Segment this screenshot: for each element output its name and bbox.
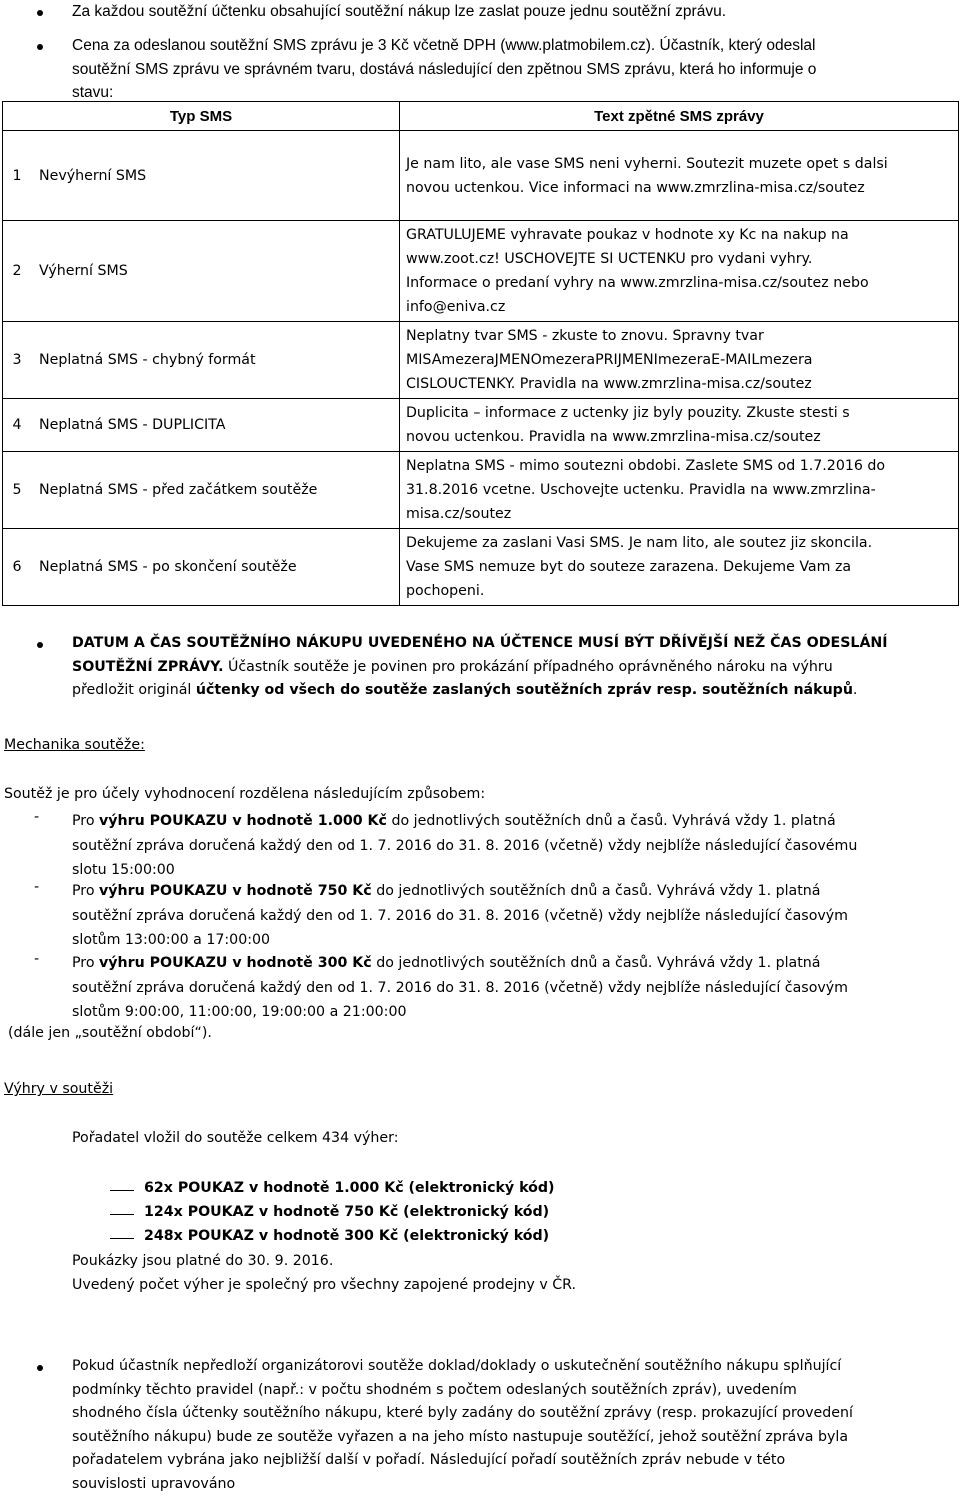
row-sms-type: Neplatná SMS - před začátkem soutěže: [31, 452, 400, 529]
row-sms-text: [400, 131, 959, 221]
row-sms-text: [400, 399, 959, 452]
prize-item: 124x POUKAZ v hodnotě 750 Kč (elektronický kód): [144, 1204, 549, 1220]
dash-marker: [110, 1190, 134, 1191]
bullet-icon: [37, 10, 43, 16]
row-sms-text: [400, 221, 959, 322]
text-line: Dekujeme za zaslani Vasi SMS. Je nam lito, ale soutez jiz skoncila.: [406, 531, 954, 555]
row-sms-type: Výherní SMS: [31, 221, 400, 322]
datum-bold-line: DATUM A ČAS SOUTĚŽNÍHO NÁKUPU UVEDENÉHO NA ÚČTENCE MUSÍ BÝT DŘÍVĚJŠÍ NEŽ ČAS ODESLÁNÍ: [72, 635, 888, 651]
text-line: Je nam lito, ale vase SMS neni vyherni. Soutezit muzete opet s dalsi: [406, 152, 954, 176]
datum-bold-text: účtenky od všech do soutěže zaslaných soutěžních zpráv resp. soutěžních nákupů: [196, 682, 853, 698]
item-bold-text: výhru POUKAZU v hodnotě 1.000 Kč: [99, 813, 387, 829]
bullet-text-line: pořadatelem vybrána jako nejbližší další v pořadí. Následující pořadí soutěžních zpráv nebude v této: [72, 1449, 952, 1473]
row-sms-type: Neplatná SMS - DUPLICITA: [31, 399, 400, 452]
section-heading-vyhry: Výhry v soutěži: [4, 1081, 113, 1097]
item-text-line: soutěžní zpráva doručená každý den od 1. 7. 2016 do 31. 8. 2016 (včetně) vždy nejblíže následující časovým: [72, 976, 954, 1001]
bullet-text-line: soutěžní SMS zprávu ve správném tvaru, dostává následující den zpětnou SMS zprávu, která ho informuje o: [72, 58, 952, 82]
bullet-text-line: stavu:: [72, 81, 952, 105]
row-sms-text: [400, 452, 959, 529]
shared-note: Uvedený počet výher je společný pro všechny zapojené prodejny v ČR.: [72, 1277, 576, 1293]
table-header-row: [3, 102, 959, 131]
item-text-line: slotům 9:00:00, 11:00:00, 19:00:00 a 21:00:00: [72, 1000, 954, 1025]
prize-item: 248x POUKAZ v hodnotě 300 Kč (elektronický kód): [144, 1228, 549, 1244]
row-number: 3: [3, 322, 32, 399]
period-note: (dále jen „soutěžní období“).: [8, 1025, 212, 1041]
table-row: [3, 131, 959, 221]
table-row: [3, 322, 959, 399]
item-text: do jednotlivých soutěžních dnů a časů. Vyhrává vždy 1. platná: [387, 813, 836, 829]
dash-marker: -: [34, 809, 39, 825]
text-line: novou uctenkou. Pravidla na www.zmrzlina-misa.cz/soutez: [406, 425, 954, 449]
datum-text: Účastník soutěže je povinen pro prokázání případného oprávněného nároku na výhru: [223, 659, 832, 675]
table-row: [3, 399, 959, 452]
row-number: 1: [3, 131, 32, 221]
item-text: Pro: [72, 955, 99, 971]
bullet-icon: [37, 44, 43, 50]
row-sms-type: Neplatná SMS - po skončení soutěže: [31, 529, 400, 606]
table-row: [3, 529, 959, 606]
datum-text: .: [853, 682, 858, 698]
item-text: do jednotlivých soutěžních dnů a časů. Vyhrává vždy 1. platná: [372, 883, 821, 899]
table-row: [3, 452, 959, 529]
table-row: [3, 221, 959, 322]
row-sms-text: [400, 529, 959, 606]
bullet-text-line: souvislosti upravováno: [72, 1473, 952, 1496]
header-sms-text: Text zpětné SMS zprávy: [400, 102, 959, 131]
item-text-line: slotům 13:00:00 a 17:00:00: [72, 928, 954, 953]
text-line: novou uctenkou. Vice informaci na www.zmrzlina-misa.cz/soutez: [406, 176, 954, 200]
dash-marker: -: [34, 951, 39, 967]
bullet-text-line: Cena za odeslanou soutěžní SMS zprávu je 3 Kč včetně DPH (www.platmobilem.cz). Účastník, který odeslal: [72, 34, 952, 58]
row-number: 2: [3, 221, 32, 322]
row-number: 6: [3, 529, 32, 606]
text-line: GRATULUJEME vyhravate poukaz v hodnote xy Kc na nakup na: [406, 223, 954, 247]
bullet-text: Za každou soutěžní účtenku obsahující soutěžní nákup lze zaslat pouze jednu soutěžní zprávu.: [72, 0, 952, 24]
text-line: CISLOUCTENKY. Pravidla na www.zmrzlina-misa.cz/soutez: [406, 372, 954, 396]
bullet-text-line: soutěžního nákupu) bude ze soutěže vyřazen a na jeho místo nastupuje soutěžící, jehož soutěžní zpráva byla: [72, 1426, 952, 1450]
bullet-text-line: Pokud účastník nepředloží organizátorovi soutěže doklad/doklady o uskutečnění soutěžního nákupu splňující: [72, 1355, 952, 1379]
text-line: Informace o predaní vyhry na www.zmrzlina-misa.cz/soutez nebo: [406, 271, 954, 295]
validity-note: Poukázky jsou platné do 30. 9. 2016.: [72, 1253, 333, 1269]
row-sms-text: [400, 322, 959, 399]
item-text-line: soutěžní zpráva doručená každý den od 1. 7. 2016 do 31. 8. 2016 (včetně) vždy nejblíže následující časovým: [72, 904, 954, 929]
text-line: 31.8.2016 vcetne. Uschovejte uctenku. Pravidla na www.zmrzlina-: [406, 478, 954, 502]
datum-bold-line: SOUTĚŽNÍ ZPRÁVY.: [72, 659, 223, 675]
row-sms-type: Neplatná SMS - chybný formát: [31, 322, 400, 399]
text-line: MISAmezeraJMENOmezeraPRIJMENImezeraE-MAILmezera: [406, 348, 954, 372]
bullet-icon: [37, 642, 43, 648]
item-text-line: soutěžní zpráva doručená každý den od 1. 7. 2016 do 31. 8. 2016 (včetně) vždy nejblíže následující časovému: [72, 834, 954, 859]
dash-marker: [110, 1214, 134, 1215]
bullet-icon: [37, 1365, 43, 1371]
item-text-line: slotu 15:00:00: [72, 858, 954, 883]
dash-marker: -: [34, 879, 39, 895]
sms-response-table: [2, 101, 959, 606]
item-bold-text: výhru POUKAZU v hodnotě 300 Kč: [99, 955, 372, 971]
row-sms-type: Nevýherní SMS: [31, 131, 400, 221]
text-line: www.zoot.cz! USCHOVEJTE SI UCTENKU pro vydani vyhry.: [406, 247, 954, 271]
row-number: 4: [3, 399, 32, 452]
vyhry-intro: Pořadatel vložil do soutěže celkem 434 výher:: [72, 1130, 399, 1146]
section-heading-mechanika: Mechanika soutěže:: [4, 737, 145, 753]
header-sms-type: Typ SMS: [3, 102, 400, 131]
bullet-text-line: shodného čísla účtenky soutěžního nákupu, které byly zadány do soutěžní zprávy (resp. prokazující provedení: [72, 1402, 952, 1426]
text-line: info@eniva.cz: [406, 295, 954, 319]
bullet-text-line: podmínky těchto pravidel (např.: v počtu shodném s počtem odeslaných soutěžních zpráv), uvedením: [72, 1379, 952, 1403]
datum-text: předložit originál: [72, 682, 196, 698]
text-line: misa.cz/soutez: [406, 502, 954, 526]
dash-marker: [110, 1238, 134, 1239]
row-number: 5: [3, 452, 32, 529]
item-bold-text: výhru POUKAZU v hodnotě 750 Kč: [99, 883, 372, 899]
item-text: Pro: [72, 813, 99, 829]
text-line: Vase SMS nemuze byt do souteze zarazena. Dekujeme Vam za: [406, 555, 954, 579]
item-text: do jednotlivých soutěžních dnů a časů. Vyhrává vždy 1. platná: [372, 955, 821, 971]
item-text: Pro: [72, 883, 99, 899]
text-line: Duplicita – informace z uctenky jiz byly pouzity. Zkuste stesti s: [406, 401, 954, 425]
text-line: Neplatna SMS - mimo soutezni obdobi. Zaslete SMS od 1.7.2016 do: [406, 454, 954, 478]
text-line: Neplatny tvar SMS - zkuste to znovu. Spravny tvar: [406, 324, 954, 348]
prize-item: 62x POUKAZ v hodnotě 1.000 Kč (elektronický kód): [144, 1180, 555, 1196]
mechanika-intro: Soutěž je pro účely vyhodnocení rozdělena následujícím způsobem:: [4, 786, 485, 802]
text-line: pochopeni.: [406, 579, 954, 603]
